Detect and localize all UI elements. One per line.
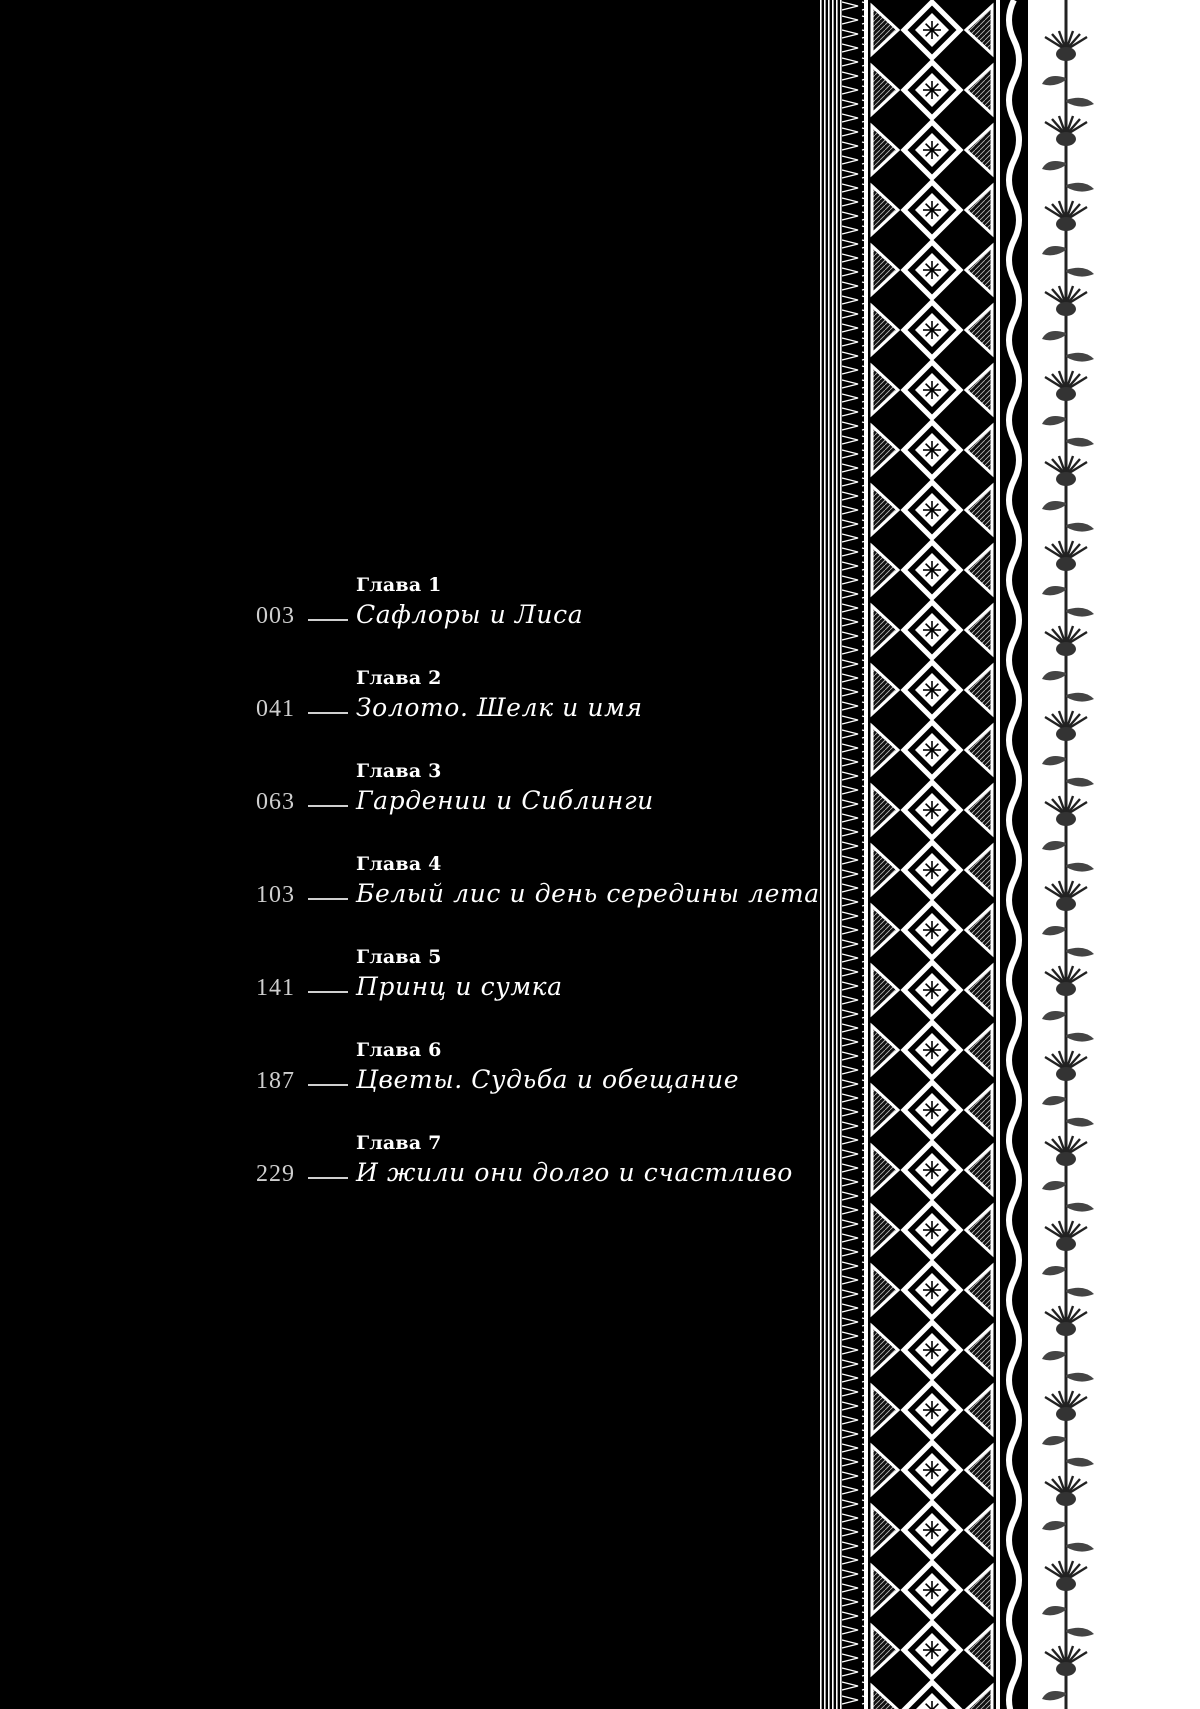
chapter-label: Глава 3 [356, 760, 442, 782]
ethnic-ornament-border-icon [820, 0, 1120, 1709]
page-number: 003 [256, 603, 295, 629]
chapter-label: Глава 7 [356, 1132, 442, 1154]
chapter-label: Глава 4 [356, 853, 442, 875]
page-margin [1120, 0, 1200, 1709]
chapter-title: Цветы. Судьба и обещание [356, 1065, 740, 1094]
chapter-label: Глава 6 [356, 1039, 442, 1061]
toc-entry-1[interactable] [256, 574, 816, 667]
toc-entry-3[interactable] [256, 760, 816, 853]
leader-dash [308, 805, 348, 807]
page-number: 141 [256, 975, 295, 1001]
toc-entry-7[interactable] [256, 1132, 816, 1225]
table-of-contents [256, 574, 820, 1225]
leader-dash [308, 1084, 348, 1086]
page-number: 187 [256, 1068, 295, 1094]
leader-dash [308, 898, 348, 900]
page-number: 063 [256, 789, 295, 815]
leader-dash [308, 1177, 348, 1179]
leader-dash [308, 991, 348, 993]
toc-entry-6[interactable] [256, 1039, 816, 1132]
toc-entry-4[interactable] [256, 853, 820, 946]
leader-dash [308, 712, 348, 714]
chapter-title: Гардении и Сиблинги [356, 786, 654, 815]
page-number: 229 [256, 1161, 295, 1187]
chapter-label: Глава 2 [356, 667, 442, 689]
chapter-label: Глава 1 [356, 574, 442, 596]
ornament-svg [820, 0, 1120, 1709]
chapter-label: Глава 5 [356, 946, 442, 968]
page-number: 041 [256, 696, 295, 722]
chapter-title: Золото. Шелк и имя [356, 693, 643, 722]
toc-entry-2[interactable] [256, 667, 816, 760]
chapter-title: Сафлоры и Лиса [356, 600, 584, 629]
chapter-title: И жили они долго и счастливо [356, 1158, 793, 1187]
toc-entry-5[interactable] [256, 946, 816, 1039]
page-number: 103 [256, 882, 295, 908]
chapter-title: Белый лис и день середины лета [356, 879, 820, 908]
chapter-title: Принц и сумка [356, 972, 563, 1001]
leader-dash [308, 619, 348, 621]
